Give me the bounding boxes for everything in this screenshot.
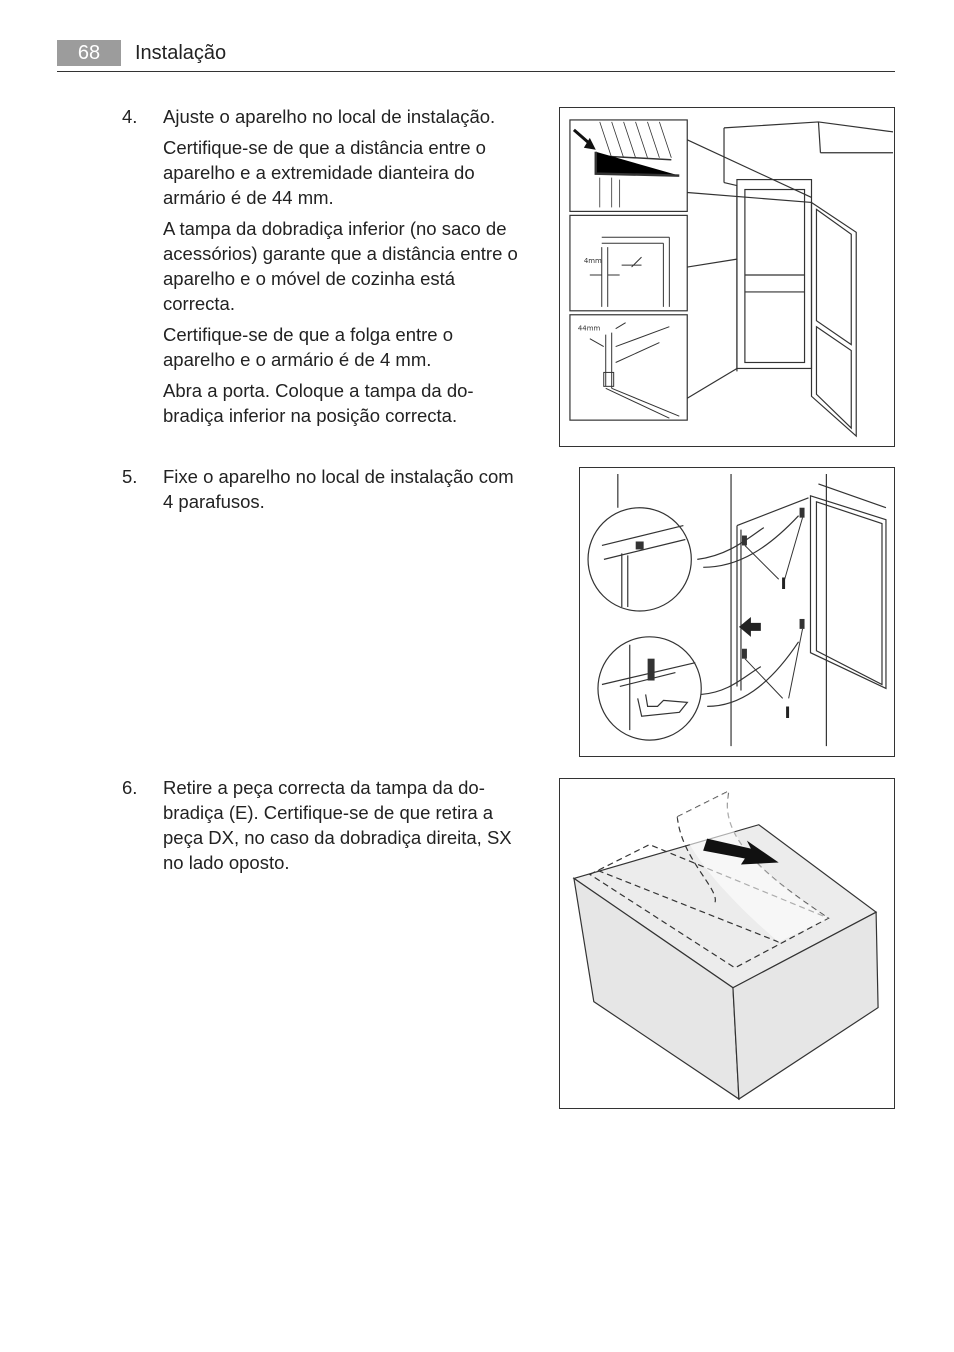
figure-installation-gaps-drawing (560, 108, 894, 446)
figure-installation-gaps (559, 107, 895, 447)
label-44mm: 44mm (577, 324, 601, 333)
label-screw-upper: I (780, 574, 787, 594)
step-paragraph: A tampa da dobradiça inferior (no saco de acessórios) garante que a distância entre o aparelho e o móvel de cozinha está correcta. (163, 218, 518, 314)
page-number: 68 (57, 40, 121, 66)
section-title: Instalação (135, 42, 227, 64)
page-header (57, 40, 895, 72)
step-paragraph: Abra a porta. Coloque a tampa da do-bradiça inferior na posição correcta. (163, 380, 474, 426)
step-number: 5. (122, 466, 138, 487)
figure-screw-fixing (579, 467, 895, 757)
step-paragraph: Certifique-se de que a distância entre o aparelho e a extremidade dianteira do armário é de 44 mm. (163, 137, 486, 208)
figure-hinge-cover-drawing (560, 779, 894, 1108)
label-screw-lower: I (784, 703, 791, 723)
label-4mm: 4mm (583, 257, 602, 266)
step-6 (122, 775, 522, 881)
figure-hinge-cover (559, 778, 895, 1109)
step-number: 4. (122, 106, 138, 127)
step-paragraph: Ajuste o aparelho no local de instalação. (163, 106, 496, 127)
step-paragraph: Certifique-se de que a folga entre o aparelho e o armário é de 4 mm. (163, 324, 454, 370)
step-paragraph: Retire a peça correcta da tampa da do-bradiça (E). Certifique-se de que retira a peça DX, no caso da dobradiça direita, SX no lado oposto. (163, 777, 512, 873)
step-4 (122, 104, 522, 434)
figure-screw-fixing-drawing (580, 468, 894, 756)
step-5 (122, 464, 522, 520)
step-number: 6. (122, 777, 138, 798)
step-paragraph: Fixe o aparelho no local de instalação com 4 parafusos. (163, 466, 514, 512)
